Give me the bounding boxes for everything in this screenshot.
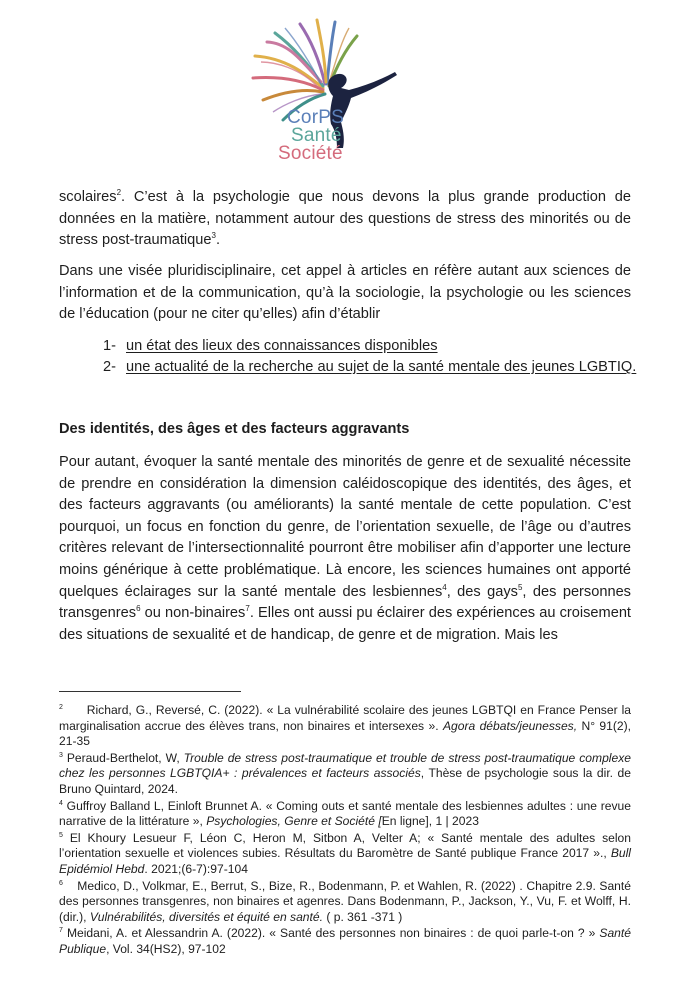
footnote-4: $^4$ Guffroy Balland L, Einloft Brunnet A. « Coming outs et santé mentale des lesbiennes adultes : une revue narrative de la littérature », Psychologies, Genre et Société [En ligne], 1 | 2023	[59, 798, 631, 829]
footnotes	[59, 703, 631, 959]
list-item: 2- une actualité de la recherche au sujet de la santé mentale des jeunes LGBTIQ.	[103, 359, 637, 375]
logo-line-3: Société	[278, 143, 343, 164]
footnote-2: $^2$ Richard, G., Reversé, C. (2022). « La vulnérabilité scolaire des jeunes LGBTQI en France Penser la marginalisation accrue des élèves trans, non binaires et intersexes ». Agora débats/jeunesses, N° 91(2), 21-35	[59, 703, 631, 749]
footnote-6: $^6$ Medico, D., Volkmar, E., Berrut, S., Bize, R., Bodenmann, P. et Wahlen, R. (2022) . Chapitre 2.9. Santé des personnes transgenres, non binaires et agenres. Dans Bodenmann, P., Jackson, Y., Vu, F. et Wolff, H. (dir.), Vulnérabilités, diversités et équité en santé. ( p. 361 -371 )	[59, 878, 631, 924]
paragraph-2: Dans une visée pluridisciplinaire, cet appel à articles en réfère autant aux sciences de l’information et de la communication, qu’à la sociologie, la psychologie ou les sciences de l’éducation (pour ne citer qu’elles) afin d’établir	[59, 263, 631, 323]
list-item: 1- un état des lieux des connaissances disponibles	[103, 338, 438, 354]
footnote-3: $^3$ Peraud-Berthelot, W, Trouble de stress post-traumatique et trouble de stress post-traumatique complexe chez les personnes LGBTQIA+ : prévalences et facteurs associés, Thèse de psychologie sous la dir. de Bruno Quintard, 2024.	[59, 750, 632, 796]
footnote-5: $^5$ El Khoury Lesueur F, Léon C, Heron M, Sitbon A, Velter A; « Santé mentale des adultes selon l’orientation sexuelle et violences subies. Résultats du Baromètre de Santé publique France 2017 »., Bull Epidémiol Hebd. 2021;(6-7):97-104	[59, 830, 631, 876]
footnote-7: $^7$ Meidani, A. et Alessandrin A. (2022). « Santé des personnes non binaires : de quoi parle-t-on ? » Santé Publique, Vol. 34(HS2), 97-102	[59, 926, 631, 956]
section-heading: Des identités, des âges et des facteurs aggravants	[59, 421, 410, 437]
paragraph-3: Pour autant, évoquer la santé mentale des minorités de genre et de sexualité nécessite de prendre en considération la dimension caléidoscopique des identités, des âges, et des facteurs aggravants (ou améliorants) la santé mentale de cette population. C’est pourquoi, un focus en fonction du genre, de l’orientation sexuelle, de l’âge ou d’autres critères relevant de l’intersectionnalité pourront être mobiliser afin d’apporter une lecture moins générique à cette problématique. Là encore, les sciences humaines ont apporté quelques éclairages sur la santé mentale des lesbiennes$^4$, des gays$^5$, des personnes transgenres$^6$ ou non-binaires$^7$. Elles ont aussi pu éclairer des expériences au croisement des situations de sexualité et de handicap, de genre et de migration. Mais les	[59, 454, 631, 643]
paragraph-1: scolaires$^2$. C’est à la psychologie que nous devons la plus grande production de données en la matière, notamment autour des questions de stress des minorités ou de stress post-traumatique$^3$.	[59, 188, 631, 249]
logo-line-2: Santé	[291, 125, 342, 146]
logo-line-1: CorPS	[287, 107, 344, 128]
footnote-separator	[59, 691, 241, 692]
objectives-list	[103, 336, 636, 378]
